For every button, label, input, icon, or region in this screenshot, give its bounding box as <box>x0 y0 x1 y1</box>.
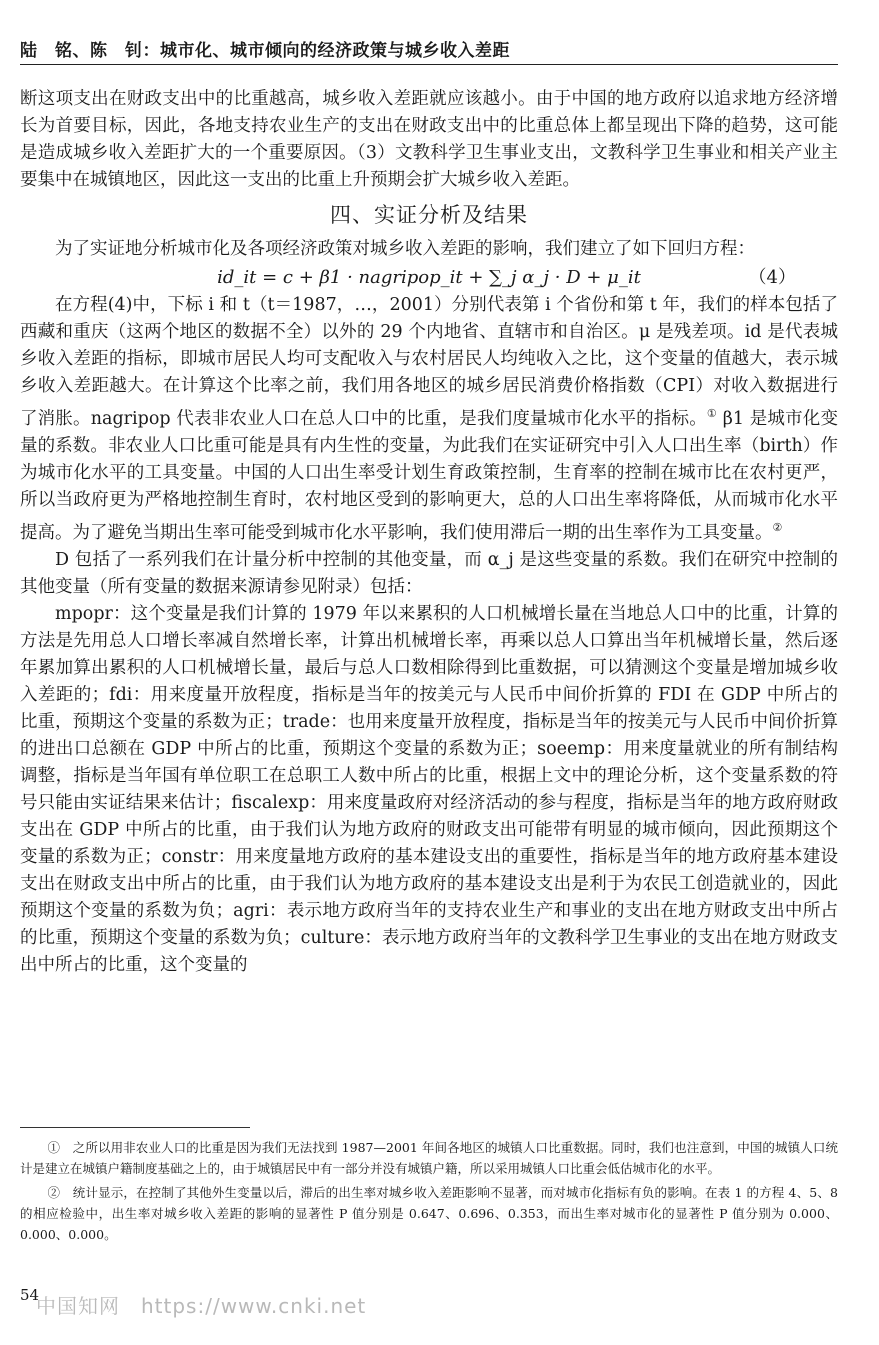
paragraph-controls: D 包括了一系列我们在计量分析中控制的其他变量，而 α_j 是这些变量的系数。我们在研究中控制的其他变量（所有变量的数据来源请参见附录）包括： <box>20 549 838 597</box>
footnote-rule <box>20 1127 250 1128</box>
explanation-text-1: 在方程(4)中，下标 i 和 t（t＝1987，…，2001）分别代表第 i 个省份和第 t 年，我们的样本包括了西藏和重庆（这两个地区的数据不全）以外的 29 个内地省、直辖市和自治区。μ 是残差项。id 是代表城乡收入差距的指标，即城市居民人均可支配收入与农村居民人均纯收入之比，这个变量的值越大，表示城乡收入差距越大。在计算这个比率之前，我们用各地区的城乡居民消费价格指数（CPI）对收入数据进行了消胀。nagripop 代表非农业人口在总人口中的比重，是我们度量城市化水平的指标。 <box>20 295 838 429</box>
equation-formula: id_it = c + β1 · nagripop_it + ∑_j α_j · D + μ_it <box>217 266 641 288</box>
paragraph-variables: mpopr：这个变量是我们计算的 1979 年以来累积的人口机械增长量在当地总人口中的比重，计算的方法是先用总人口增长率减自然增长率，计算出机械增长率，再乘以总人口算出当年机械增长量，然后逐年累加算出累积的人口机械增长量，最后与总人口数相除得到比重数据，可以猜测这个变量是增加城乡收入差距的；fdi：用来度量开放程度，指标是当年的按美元与人民币中间价折算的 FDI 在 GDP 中所占的比重，预期这个变量的系数为正；trade：也用来度量开放程度，指标是当年的按美元与人民币中间价折算的进出口总额在 GDP 中所占的比重，预期这个变量的系数为正；soeemp：用来度量就业的所有制结构调整，指标是当年国有单位职工在总职工人数中所占的比重，根据上文中的理论分析，这个变量系数的符号只能由实证结果来估计；fiscalexp：用来度量政府对经济活动的参与程度，指标是当年的地方政府财政支出在 GDP 中所占的比重，由于我们认为地方政府的财政支出可能带有明显的城市倾向，因此预期这个变量的系数为正；constr：用来度量地方政府的基本建设支出的重要性，指标是当年的地方政府基本建设支出在财政支出中所占的比重，由于我们认为地方政府的基本建设支出是利于为农民工创造就业的，因此预期这个变量的系数为负；agri：表示地方政府当年的支持农业生产和事业的支出在地方财政支出中所占的比重，预期这个变量的系数为负；culture：表示地方政府当年的文教科学卫生事业的支出在地方财政支出中所占的比重，这个变量的 <box>20 603 838 975</box>
page-number: 54 <box>20 1286 40 1304</box>
footnote-ref-2[interactable]: ② <box>772 520 783 534</box>
footnote-1: ① 之所以用非农业人口的比重是因为我们无法找到 1987—2001 年间各地区的城镇人口比重数据。同时，我们也注意到，中国的城镇人口统计是建立在城镇户籍制度基础之上的，由于城镇居民中有一部分并没有城镇户籍，所以采用城镇人口比重会低估城市化的水平。 <box>20 1140 838 1176</box>
explanation-text-2: β1 是城市化变量的系数。非农业人口比重可能是具有内生性的变量，为此我们在实证研究中引入人口出生率（birth）作为城市化水平的工具变量。中国的人口出生率受计划生育政策控制，生育率的控制在城市比在农村更严，所以当政府更为严格地控制生育时，农村地区受到的影响更大，总的人口出生率将降低，从而城市化水平提高。为了避免当期出生率可能受到城市化水平影响，我们使用滞后一期的出生率作为工具变量。 <box>20 408 838 543</box>
header-rule <box>20 64 838 65</box>
article-body <box>20 86 838 979</box>
running-header: 陆 铭、陈 钊：城市化、城市倾向的经济政策与城乡收入差距 <box>20 41 510 61</box>
regression-equation <box>20 262 838 292</box>
paragraph-continued: 断这项支出在财政支出中的比重越高，城乡收入差距就应该越小。由于中国的地方政府以追求地方经济增长为首要目标，因此，各地支持农业生产的支出在财政支出中的比重总体上都呈现出下降的趋势，这可能是造成城乡收入差距扩大的一个重要原因。（3）文教科学卫生事业支出，文教科学卫生事业和相关产业主要集中在城镇地区，因此这一支出的比重上升预期会扩大城乡收入差距。 <box>20 89 838 190</box>
footnote-ref-1[interactable]: ① <box>706 407 717 420</box>
footnotes <box>20 1137 838 1248</box>
cnki-watermark: 中国知网 https://www.cnki.net <box>36 1294 367 1318</box>
paragraph-intro: 为了实证地分析城市化及各项经济政策对城乡收入差距的影响，我们建立了如下回归方程： <box>55 239 755 259</box>
footnote-2: ② 统计显示，在控制了其他外生变量以后，滞后的出生率对城乡收入差距影响不显著，而对城市化指标有负的影响。在表 1 的方程 4、5、8 的相应检验中，出生率对城乡收入差距的影响的显著性 P 值分别是 0.647、0.696、0.353，而出生率对城市化的显著性 P 值分别为 0.000、0.000、0.000。 <box>20 1185 838 1242</box>
section-title: 四、实证分析及结果 <box>330 203 528 227</box>
paragraph-equation-explanation <box>20 292 838 547</box>
equation-number: （4） <box>748 266 796 288</box>
